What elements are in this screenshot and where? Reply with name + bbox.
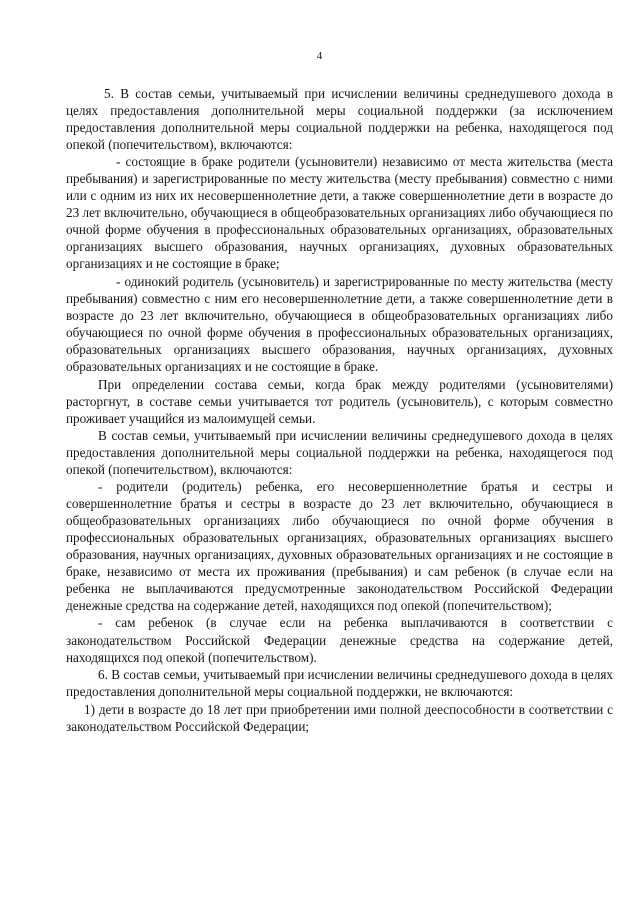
- paragraph-child-himself: - сам ребенок (в случае если на ребенка выплачиваются в соответствии с законодательством Российской Федерации денежные средства на содержание детей, находящихся под опекой (попечительством).: [66, 615, 613, 665]
- paragraph-married-parents: - состоящие в браке родители (усыновители) независимо от места жительства (места пребывания) и зарегистрированные по месту жительства (месту пребывания) совместно с ними или с одним из них их несовершеннолетние дети, а также совершеннолетние дети в возрасте до 23 лет включительно, обучающиеся в общеобразовательных организациях либо обучающиеся по очной форме обучения в профессиональных образовательных организациях, образовательных организациях высшего образования, научных организациях, духовных образовательных организациях и не состоящие в браке;: [66, 154, 613, 272]
- paragraph-section-6: 6. В состав семьи, учитываемый при исчислении величины среднедушевого дохода в целях предоставления дополнительной меры социальной поддержки, не включаются:: [66, 666, 613, 699]
- paragraph-divorce: При определении состава семьи, когда брак между родителями (усыновителями) расторгнут, в составе семьи учитывается тот родитель (усыновитель), с которым совместно проживает учащийся из малоимущей семьи.: [66, 376, 613, 426]
- paragraph-section-5: 5. В состав семьи, учитываемый при исчислении величины среднедушевого дохода в целях предоставления дополнительной меры социальной поддержки (за исключением предоставления дополнительной меры социальной поддержки на ребенка, находящегося под опекой (попечительством), включаются:: [66, 86, 613, 153]
- document-body: [66, 85, 613, 735]
- page-number: 4: [316, 50, 323, 62]
- paragraph-child-parents: - родители (родитель) ребенка, его несовершеннолетние братья и сестры и совершеннолетние братья и сестры в возрасте до 23 лет включительно, обучающиеся в общеобразовательных организациях либо обучающиеся по очной форме обучения в профессиональных образовательных организациях, образовательных организациях высшего образования, научных организациях, духовных образовательных организациях и не состоящие в браке, независимо от места их проживания (пребывания) и сам ребенок (в случае если на ребенка не выплачиваются предусмотренные законодательством Российской Федерации денежные средства на содержание детей, находящихся под опекой (попечительством);: [66, 479, 613, 614]
- paragraph-guardianship: В состав семьи, учитываемый при исчислении величины среднедушевого дохода в целях предоставления дополнительной меры социальной поддержки на ребенка, находящегося под опекой (попечительством), включаются:: [66, 427, 613, 478]
- paragraph-single-parent: - одинокий родитель (усыновитель) и зарегистрированные по месту жительства (месту пребывания) совместно с ним его несовершеннолетние дети, а также совершеннолетние дети в возрасте до 23 лет включительно, обучающиеся в общеобразовательных организациях либо обучающиеся по очной форме обучения в профессиональных образовательных организациях, образовательных организациях высшего образования, научных организациях, духовных образовательных организациях и не состоящие в браке.: [66, 273, 613, 374]
- paragraph-item-1: 1) дети в возрасте до 18 лет при приобретении ими полной дееспособности в соответствии с законодательством Российской Федерации;: [66, 701, 613, 734]
